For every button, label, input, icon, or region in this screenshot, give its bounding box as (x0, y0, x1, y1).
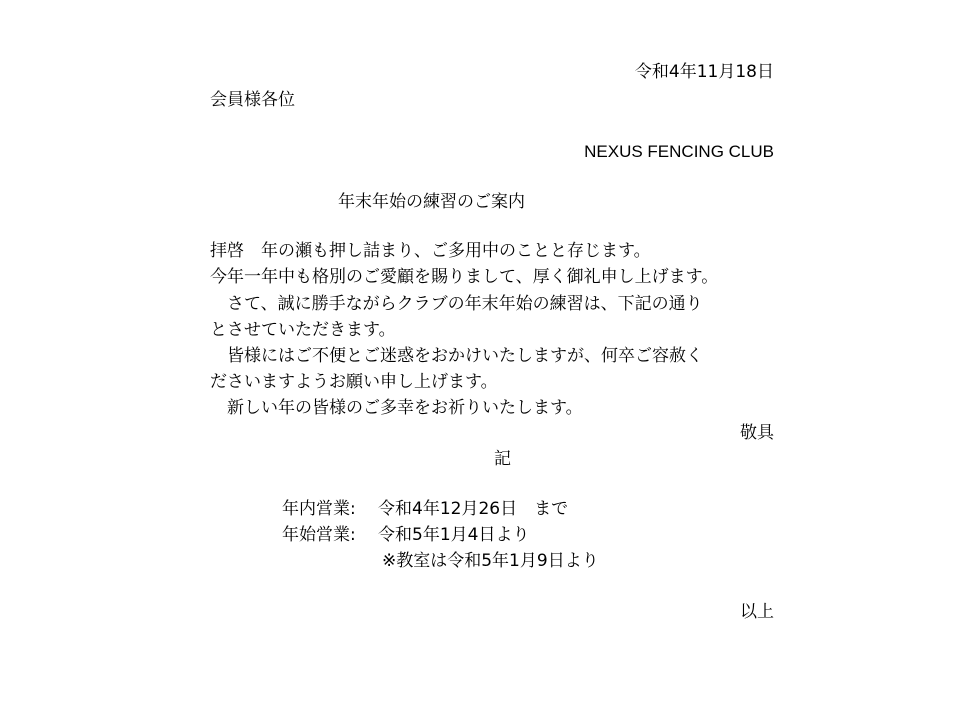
body-line: 皆様にはご不便とご迷惑をおかけいたしますが、何卒ご容赦く (210, 346, 703, 366)
detail-start-value: 令和5年1月4日より (378, 525, 530, 545)
body-line: とさせていただきます。 (210, 320, 396, 340)
detail-end-label: 年内営業: (282, 499, 356, 519)
body-line: さて、誠に勝手ながらクラブの年末年始の練習は、下記の通り (210, 294, 703, 314)
body-line: ださいますようお願い申し上げます。 (210, 372, 498, 392)
ki-heading: 記 (494, 449, 511, 469)
body-line: 今年一年中も格別のご愛顧を賜りまして、厚く御礼申し上げます。 (210, 267, 719, 287)
body-line: 新しい年の皆様のご多幸をお祈りいたします。 (210, 398, 583, 418)
letter-sender: NEXUS FENCING CLUB (584, 142, 774, 161)
letter-date: 令和4年11月18日 (634, 62, 774, 82)
closing-keigu: 敬具 (740, 423, 774, 443)
letter-title: 年末年始の練習のご案内 (338, 192, 525, 212)
end-mark-ijou: 以上 (740, 602, 774, 622)
letter-recipient: 会員様各位 (210, 90, 295, 110)
detail-start-label: 年始営業: (282, 525, 356, 545)
detail-end-value: 令和4年12月26日 まで (378, 499, 569, 519)
body-line: 拝啓 年の瀬も押し詰まり、ご多用中のことと存じます。 (210, 241, 651, 261)
detail-note: ※教室は令和5年1月9日より (382, 551, 599, 571)
